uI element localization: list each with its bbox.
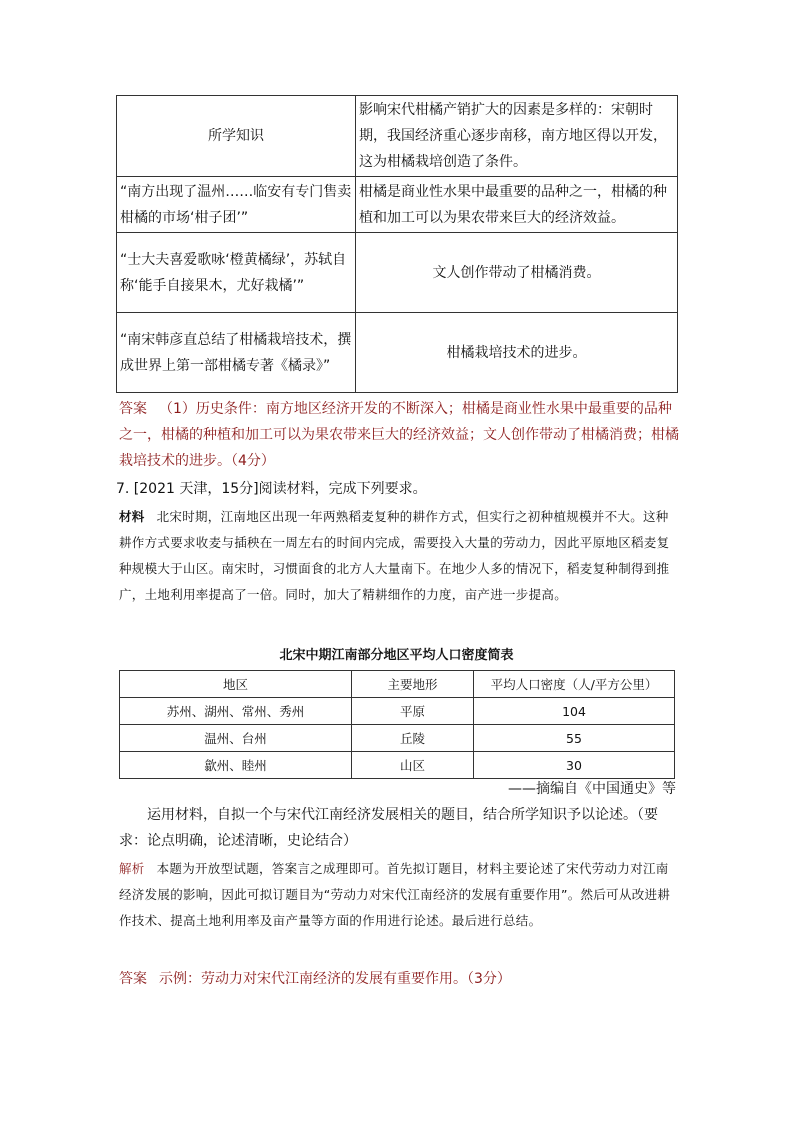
table-cell: “南宋韩彦直总结了柑橘栽培技术，撰成世界上第一部柑橘专著《橘录》” <box>117 313 356 393</box>
table-row <box>120 725 675 752</box>
source-citation: ——摘编自《中国通史》等 <box>508 781 676 797</box>
table-header-row <box>120 671 675 698</box>
answer-text: （1）历史条件：南方地区经济开发的不断深入；柑橘是商业性水果中最重要的品种之一，柑橘的种植和加工可以为果农带来巨大的经济效益；文人创作带动了柑橘消费；柑橘栽培技术的进步。（4分） <box>119 401 679 469</box>
table-row <box>117 313 678 393</box>
answer-label: 答案 <box>119 971 147 987</box>
table-row <box>117 177 678 233</box>
question-header: 7. [2021 天津，15分]阅读材料，完成下列要求。 <box>116 481 427 497</box>
analysis-label: 解析 <box>119 861 145 876</box>
table-cell: 104 <box>474 698 675 725</box>
table-cell: 歙州、睦州 <box>120 752 352 779</box>
table-cell: “南方出现了温州……临安有专门售卖柑橘的市场‘柑子团’” <box>117 177 356 233</box>
material-label: 材料 <box>119 509 145 524</box>
table-row <box>117 96 678 177</box>
table-cell: 所学知识 <box>117 96 356 177</box>
column-header: 地区 <box>120 671 352 698</box>
table-cell: 山区 <box>352 752 474 779</box>
analysis-text: 本题为开放型试题，答案言之成理即可。首先拟订题目，材料主要论述了宋代劳动力对江南经济发展的影响，因此可拟订题目为“劳动力对宋代江南经济的发展有重要作用”。然后可从改进耕作技术、提高土地利用率及亩产量等方面的作用进行论述。最后进行总结。 <box>119 861 671 928</box>
table-row <box>117 233 678 313</box>
answer-7 <box>119 966 675 992</box>
table-cell: 柑橘栽培技术的进步。 <box>356 313 678 393</box>
table-cell: “士大夫喜爱歌咏‘橙黄橘绿’，苏轼自称‘能手自接果木，尤好栽橘’” <box>117 233 356 313</box>
knowledge-table <box>116 95 678 393</box>
answer-text: 示例：劳动力对宋代江南经济的发展有重要作用。（3分） <box>159 971 511 987</box>
table-cell: 苏州、湖州、常州、秀州 <box>120 698 352 725</box>
material-text: 北宋时期，江南地区出现一年两熟稻麦复种的耕作方式，但实行之初种植规模并不大。这种耕作方式要求收麦与插秧在一周左右的时间内完成，需要投入大量的劳动力，因此平原地区稻麦复种规模大于山区。南宋时，习惯面食的北方人大量南下。在地少人多的情况下，稻麦复种制得到推广，土地利用率提高了一倍。同时，加大了精耕细作的力度，亩产进一步提高。 <box>119 509 670 602</box>
question-prompt: 运用材料，自拟一个与宋代江南经济发展相关的题目，结合所学知识予以论述。（要求：论点明确，论述清晰，史论结合） <box>119 807 658 849</box>
table-cell: 丘陵 <box>352 725 474 752</box>
table-cell: 柑橘是商业性水果中最重要的品种之一，柑橘的种植和加工可以为果农带来巨大的经济效益。 <box>356 177 678 233</box>
analysis-paragraph <box>119 856 675 934</box>
answer-1 <box>119 396 679 474</box>
material-paragraph <box>119 504 675 608</box>
table-cell: 文人创作带动了柑橘消费。 <box>356 233 678 313</box>
column-header: 平均人口密度（人/平方公里） <box>474 671 675 698</box>
table-cell: 影响宋代柑橘产销扩大的因素是多样的：宋朝时期，我国经济重心逐步南移，南方地区得以开发，这为柑橘栽培创造了条件。 <box>356 96 678 177</box>
table-row <box>120 752 675 779</box>
population-density-table <box>119 670 675 779</box>
table-cell: 30 <box>474 752 675 779</box>
table-row <box>120 698 675 725</box>
table-cell: 温州、台州 <box>120 725 352 752</box>
table-title: 北宋中期江南部分地区平均人口密度简表 <box>279 648 514 663</box>
table-cell: 55 <box>474 725 675 752</box>
answer-label: 答案 <box>119 401 147 417</box>
column-header: 主要地形 <box>352 671 474 698</box>
table-cell: 平原 <box>352 698 474 725</box>
